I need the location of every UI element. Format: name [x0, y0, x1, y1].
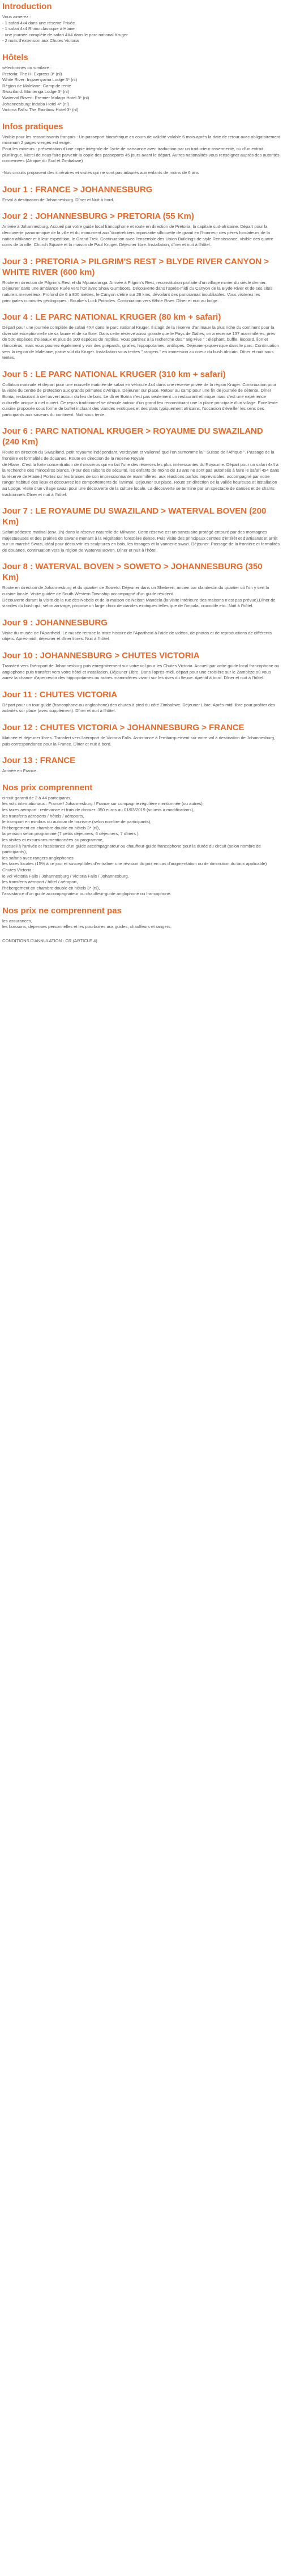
day-title: Jour 6 : PARC NATIONAL KRUGER > ROYAUME DU SWAZILAND (240 Km)	[2, 426, 263, 447]
itinerary-day	[2, 312, 281, 361]
hotels-title: Hôtels	[2, 52, 28, 62]
list-item: les vols internationaux : France / Johannesburg / France sur compagnie régulière mentionnée (ou autres),	[2, 801, 204, 807]
list-item: Victoria Falls: The Rainbow Hotel 3* (nl)	[2, 107, 79, 113]
price-excludes-title: Nos prix ne comprennent pas	[2, 905, 122, 916]
list-item: le vol Victoria Falls / Johannesburg / Victoria Falls / Johannesburg,	[2, 873, 129, 879]
list-item: Swaziland: Mantenga Lodge 3* (nl)	[2, 89, 70, 95]
document-page	[0, 0, 283, 954]
list-item: Visible pour les ressortissants français : Un passeport biométrique en cours de validité valable 6 mois après la date de retour avec obligatoirement minimum 2 pages vierges est exigé. Pour les mineurs : présentation d'une copie intégrale de l'acte de naissance avec traduction par un traducteur assermenté, ou d'un extrait plurilingue. Merci de nous faire parvenir la copie des passeports 45 jours avant le départ. Autres nationalités vous renseigner auprès des autorités concernées (Afrique du Sud et Zimbabwe)	[2, 134, 281, 164]
price-includes-title: Nos prix comprennent	[2, 782, 93, 793]
infos-section	[2, 121, 281, 176]
list-item: la pension selon programme (7 petits déjeuners, 6 déjeuners, 7 dîners ),	[2, 831, 140, 837]
list-item: Vous aimerez :	[2, 14, 31, 19]
list-item: les taxes locales (15% à ce jour et susceptibles d'entraîner une révision du prix en cas d'augmentation ou de diminution du taux applicable)	[2, 861, 267, 867]
day-description: Route en direction du Swaziland, petit royaume indépendant, verdoyant et vallonné que l'on surnomme la " Suisse de l'Afrique ". Passage de la frontière et formalités de douanes. Route en direction de la réserve Royale de Hlane. C'est la forte concentration de rhinocéros qui en fait l'une des réserves les plus intéressantes du Royaume. Départ pour un safari 4x4 à la recherche des rhinocéros blancs. (Pour des raisons de sécurité, les enfants de moins de 13 ans ne sont pas autorisés à faire le safari 4x4 dans la réserve de Hlane.) Portez sur les braises de son impressionnante mammifères, aux réactions parfois imprévisibles, accompagné par votre ranger habitué des lieux et découvrez les comportements de l'animal. Déjeuner sur place. Route en direction de la vallée heureuse et installation au Lodge. Visite d'un village swazi pour une découverte de la culture locale. La découverte se termine par un spectacle de danses et de chants traditionnels Dîner et nuit à l'hôtel.	[2, 450, 280, 497]
day-description: Arrivée à Johannesburg. Accueil par votre guide local francophone et route en direction de Pretoria, la capitale sud-africaine. Départ pour la découverte panoramique de la ville et du monument aux Voortrekkers imposante silhouette de granit en l'honneur des pères fondateurs de la nation afrikaner et à leur expédition, le Grand Trek. Continuation avec l'ensemble des Union Buildings de style Renaissance, visible des quatre coins de la ville, Church Square et la maison de Paul Kruger. Déjeuner libre. Installation, dîner et nuit à l'hôtel.	[2, 224, 273, 248]
day-title: Jour 5 : LE PARC NATIONAL KRUGER (310 km + safari)	[2, 369, 226, 379]
day-description: Envol à destination de Johannesburg. Dîner et Nuit à bord.	[2, 197, 114, 202]
list-item: les visites et excursions mentionnées au programme,	[2, 837, 104, 842]
day-title: Jour 10 : JOHANNESBURG > CHUTES VICTORIA	[2, 651, 200, 661]
infos-title: Infos pratiques	[2, 121, 63, 132]
day-description: Matinée et déjeuner libres. Transfert vers l'aéroport de Victoria Falls. Assistance à l'embarquement sur votre vol à destination de Johannesburg, puis correspondance pour la France. Dîner et nuit à bord.	[2, 735, 276, 747]
cancellation-conditions: CONDITIONS D'ANNULATION : CR (ARTICLE 4)	[2, 938, 97, 944]
list-item: - 2 nuits d'extension aux Chutes Victoria	[2, 38, 79, 44]
list-item: l'accueil à l'arrivée et l'assistance d'un guide accompagnateur ou chauffeur-guide francophone pour la durée du circuit (selon nombre de participants),	[2, 843, 261, 855]
list-item: l'hébergement en chambre double en hôtels 3* (nl),	[2, 885, 100, 891]
day-title: Jour 9 : JOHANNESBURG	[2, 617, 108, 628]
price-includes-list	[2, 795, 281, 897]
introduction-title: Introduction	[2, 2, 52, 11]
itinerary-section	[2, 184, 281, 774]
list-item: White River: Ingwenyama Lodge 3* (nl)	[2, 77, 78, 83]
list-item: les taxes aéroport : redevance et frais de dossier: 350 euros au 01/03/2019 (soumis à modifications),	[2, 807, 194, 812]
price-excludes-list	[2, 918, 281, 930]
infos-body	[2, 134, 281, 176]
list-item: les boissons, dépenses personnelles et les pourboires aux guides, chauffeurs et rangers.	[2, 924, 172, 930]
day-title: Jour 8 : WATERVAL BOVEN > SOWETO > JOHANNESBURG (350 Km)	[2, 562, 263, 583]
list-item: sélectionnés ou similaire :	[2, 65, 52, 70]
itinerary-day	[2, 256, 281, 304]
list-item: - 1 safari 4x4 dans une réserve Privée	[2, 20, 75, 26]
list-item: les transferts aéroport / hôtel / aéroport,	[2, 879, 78, 885]
itinerary-day	[2, 755, 281, 774]
list-item: circuit garanti de 2 à 44 participants,	[2, 795, 71, 800]
day-description: Départ pour un tour guidé (francophone ou anglophone) des chutes à pied du côté Zimbabwe. Déjeuner Libre. Après-midi libre pour profiter des activités sur place (avec supplément). Dîner et nuit à l'hôtel.	[2, 702, 276, 714]
price-includes-section	[2, 782, 281, 897]
introduction-list	[2, 14, 281, 44]
hotels-list	[2, 65, 281, 113]
day-description: Collation matinale et départ pour une nouvelle matinée de safari en véhicule 4x4 dans une réserve privée de la région Kruger. Continuation pour la visite du centre de protection aux grands primates d'Afrique. Déjeuner sur place. Retour au camp pour une fin de journée de détente. Dîner Boma, restaurant à ciel ouvert autour du feu de bois. Le dîner Boma n'est pas seulement un restaurant ethnique mais c'est une expérience culturelle unique à ciel ouvert. Ce repas traditionnel se déroule autour d'un grand feu reconstituant une la place principale d'un village. Excellente cuisine proposée sous forme de buffet incluant des viandes exotiques et des plats typiquement africains, l'occasion d'éveiller les sens des participants aux saveurs du continent. Nuit sous tente.	[2, 382, 278, 417]
itinerary-day	[2, 689, 281, 714]
introduction-section	[2, 1, 281, 44]
list-item: l'hébergement en chambre double en hôtels 3* (nl),	[2, 825, 100, 831]
day-description: Départ pour une journée complète de safari 4X4 dans le parc national Kruger. Il s'agit de la réserve d'animaux la plus riche du continent pour la diversité exceptionnelle de sa faune et de sa flore. Dans cette réserve aussi grande que le Pays de Galles, on a recensé 137 mammifères, près de 500 espèces d'oiseaux et plus de 100 espèces de reptiles. Vous partirez à la recherche des " Big Five " : éléphant, buffle, léopard, lion et rhinocéros, mais vous pourrez également y voir des guépards, girafes, hippopotames, antilopes. Déjeuner-pique-nique dans le parc. Continuation vers la région de Malelane, partie sud du Kruger. Installation sous tentes " rangers " en immersion au coeur du bush africain. Dîner et nuit sous tentes.	[2, 325, 279, 361]
day-description: Transfert vers l'aéroport de Johannesburg puis enregistrement sur votre vol pour les Chutes Victoria. Accueil par votre guide local francophone ou anglophone puis transfert vers votre hôtel et installation. Déjeuner Libre. Dans l'après-midi, départ pour une croisière sur le Zambèze où vous aurez la chance d'apercevoir des hippopotames ou autres mammifères vivant sur les rives du fleuve. Apéritif à bord. Dîner et nuit à l'hôtel.	[2, 663, 280, 681]
day-description: Arrivée en France.	[2, 768, 38, 774]
itinerary-day	[2, 426, 281, 498]
day-title: Jour 3 : PRETORIA > PILGRIM'S REST > BLYDE RIVER CANYON > WHITE RIVER (600 km)	[2, 256, 269, 277]
list-item: les assurances,	[2, 918, 32, 923]
list-item: - 1 safari 4x4 Rhino classique à Hlane	[2, 26, 75, 32]
list-item: Johannesburg: Indaba Hotel 4* (nl)	[2, 101, 69, 107]
itinerary-day	[2, 369, 281, 418]
list-item: Chutes Victoria :	[2, 867, 34, 872]
list-item: les transferts aéroports / hôtels / aéroports,	[2, 813, 84, 819]
list-item: le transport en minibus ou autocar de tourisme (selon nombre de participants),	[2, 819, 152, 825]
day-description: Route en direction de Johannesburg et du quartier de Soweto. Déjeuner dans un Shebeen, ancien bar clandestin du quartier où l'on y sert la cuisine locale. Visite guidée de South Western Township accompagné d'un guide résident. Découverte durant la visite de la rue des Nobels et de la maison de Nelson Mandela (la visite intérieure des maisons n'est pas prévue).Dîner de viandes du bush qui, selon arrivage, propose un large choix de viandes exotiques telles que de l'impala, crocodile etc...Nuit à l'hôtel.	[2, 585, 276, 609]
itinerary-day	[2, 506, 281, 553]
list-item: Région de Malelane: Camp de tente	[2, 83, 71, 88]
day-title: Jour 13 : FRANCE	[2, 756, 76, 766]
day-title: Jour 12 : CHUTES VICTORIA > JOHANNESBURG > FRANCE	[2, 723, 245, 732]
list-item: - une journée complète de safari 4X4 dans le parc national Kruger	[2, 32, 128, 37]
itinerary-day	[2, 650, 281, 681]
itinerary-day	[2, 617, 281, 642]
day-description: Safari pédestre matinal (env. 1h) dans la réserve naturelle de Milwane. Cette réserve est un sanctuaire protégé entouré par des montagnes majestueuses et des prairies de savane menant à la végétation forestière dense. Puis visite des principaux centres d'intérêt et d'artisanat et arrêt sur un marché Swazi, idéal pour découvrir les sculptures en bois, les tissages et la vannerie swazi. Déjeuner. Passage de la frontière et formalités de douanes, continuation vers la région de Waterval Boven. Dîner et nuit à l'hôtel.	[2, 529, 280, 553]
list-item: -Nos circuits proposent des itinéraires et visites qui ne sont pas adaptés aux enfants de moins de 6 ans	[2, 170, 199, 176]
list-item: les safaris avec rangers anglophones	[2, 855, 74, 861]
day-title: Jour 4 : LE PARC NATIONAL KRUGER (80 km + safari)	[2, 312, 221, 323]
price-excludes-section	[2, 905, 281, 930]
day-title: Jour 7 : LE ROYAUME DU SWAZILAND > WATERVAL BOVEN (200 Km)	[2, 506, 267, 527]
itinerary-day	[2, 722, 281, 747]
day-title: Jour 1 : FRANCE > JOHANNESBURG	[2, 184, 153, 194]
itinerary-day	[2, 561, 281, 609]
list-item: Waterval Boven: Premier Malaga Hotel 3* (nl)	[2, 95, 89, 100]
list-item: l'assistance d'un guide accompagnateur ou chauffeur-guide anglophone ou francophone.	[2, 891, 171, 897]
day-title: Jour 2 : JOHANNESBURG > PRETORIA (55 Km)	[2, 211, 194, 222]
hotels-section	[2, 52, 281, 113]
day-description: Visite du musée de l'Apartheid. Le musée retrace la triste histoire de l'Apartheid à l'aide de vidéos, de photos et de reproductions de différents objets. Après-midi, déjeuner et dîner libres. Nuit à l'hôtel.	[2, 630, 272, 642]
list-item: Pretoria: The HI Express 3* (nl)	[2, 71, 62, 77]
day-title: Jour 11 : CHUTES VICTORIA	[2, 689, 118, 700]
day-description: Route en direction de Pilgrim's Rest et du Mpumalanga. Arrivée à Pilgrim's Rest, reconstitution parfaite d'un village minier du siècle dernier. Déjeuner dans une ambiance Ruée vers l'Or avec Show Gumboots. Découverte dans l'après-midi du Canyon de la Blyde River et de ses sites naturels merveilleux. Profond de 6 à 800 mètres, le Canyon s'étire sur 26 kms, dévoilant des panoramas inoubliables. Vous visiterez les principales curiosités géologiques : Bourke's Luck Potholes. Continuation vers White River. Dîner et nuit au lodge.	[2, 279, 273, 303]
itinerary-day	[2, 184, 281, 204]
itinerary-day	[2, 211, 281, 248]
